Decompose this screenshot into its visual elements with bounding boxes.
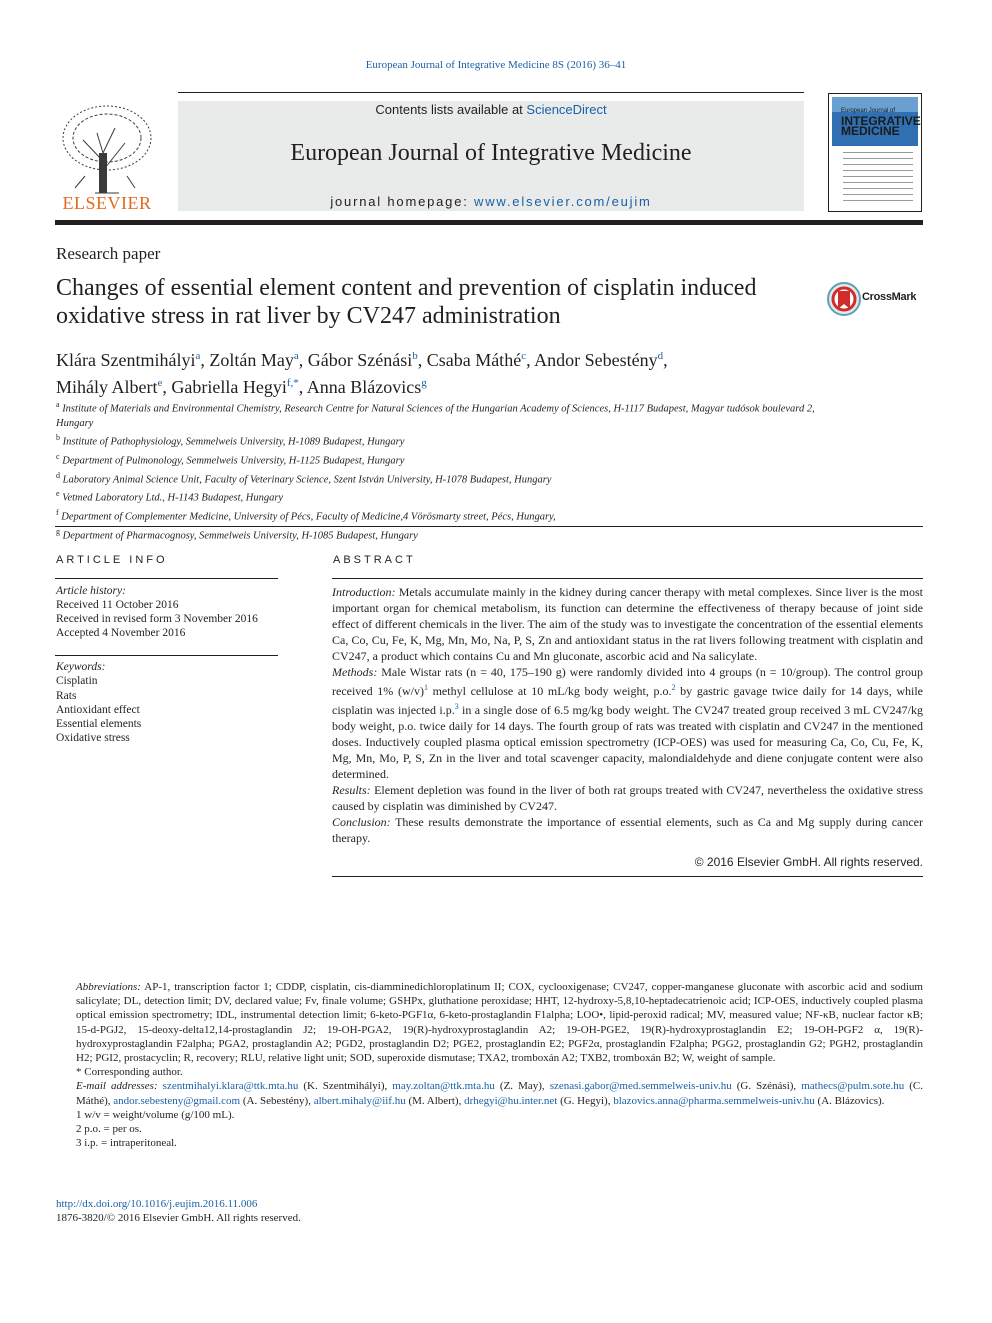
affiliation: $^f$ Department of Complementer Medicine, University of Pécs, Faculty of Medicine,4 Vörösmarty street, Pécs, Hungary, (56, 508, 556, 523)
abstract-copyright: © 2016 Elsevier GmbH. All rights reserved. (694, 855, 923, 869)
author[interactable]: Zoltán May$^a$ (209, 350, 299, 370)
cover-subtitle: European Journal of (841, 108, 896, 114)
abstract-results: Results: Element depletion was found in the liver of both rat groups treated with CV247, nevertheless the oxidative stress caused by cisplatin was diminished by CV247. (332, 783, 923, 813)
journal-homepage-link[interactable]: www.elsevier.com/eujim (474, 194, 652, 209)
author[interactable]: Csaba Máthé$^c$ (426, 350, 527, 370)
footnote-ref[interactable]: 2 (671, 683, 676, 692)
article-history (56, 584, 258, 640)
email-link[interactable]: albert.mihaly@iif.hu (313, 1094, 406, 1107)
cover-text-lines (843, 152, 913, 206)
keywords-label: Keywords: (56, 661, 106, 673)
affiliations (56, 398, 816, 544)
keyword: Oxidative stress (56, 732, 130, 745)
contents-lists-line: Contents lists available at ScienceDirect (375, 102, 607, 117)
history-label: Article history: (56, 585, 126, 597)
cover-title: INTEGRATIVE MEDICINE (841, 114, 921, 138)
received-date: Received 11 October 2016 (56, 599, 179, 611)
keyword: Cisplatin (56, 675, 98, 688)
journal-homepage-line: journal homepage: www.elsevier.com/eujim (330, 194, 652, 209)
journal-citation[interactable]: European Journal of Integrative Medicine 8S (2016) 36–41 (365, 59, 627, 71)
abstract-rule (332, 578, 923, 579)
journal-title: European Journal of Integrative Medicine (290, 140, 692, 166)
crossmark-label[interactable]: CrossMark (862, 291, 917, 303)
keyword: Antioxidant effect (56, 703, 140, 716)
revised-date: Received in revised form 3 November 2016 (56, 613, 258, 625)
affiliation: $^a$ Institute of Materials and Environmental Chemistry, Research Centre for Natural Sciences of the Hungarian Academy of Sciences, H-1117 Budapest, Magyar tudósok boulevard 2, Hungary (56, 400, 815, 429)
affiliation: $^b$ Institute of Pathophysiology, Semmelweis University, H-1089 Budapest, Hungary (56, 433, 405, 448)
affiliation: $^d$ Laboratory Animal Science Unit, Faculty of Veterinary Science, Szent István University, H-1078 Budapest, Hungary (56, 470, 552, 486)
section-rule (55, 526, 923, 527)
article-info-heading: ARTICLE INFO (56, 554, 168, 566)
email-link[interactable]: mathecs@pulm.sote.hu (801, 1080, 905, 1093)
abstract-body (332, 584, 923, 846)
author[interactable]: Mihály Albert$^e$ (56, 377, 163, 397)
email-link[interactable]: szenasi.gabor@med.semmelweis-univ.hu (549, 1080, 732, 1093)
header-top-rule (178, 92, 804, 93)
abstract-heading: ABSTRACT (333, 554, 416, 566)
affiliation: $^g$ Department of Pharmacognosy, Semmelweis University, H-1085 Budapest, Hungary (56, 527, 418, 542)
doi-link[interactable]: http://dx.doi.org/10.1016/j.eujim.2016.11.006 (56, 1198, 258, 1210)
author-list: Klára Szentmihályi$^a$, Zoltán May$^a$, Gábor Szénási$^b$, Csaba Máthé$^c$, Andor Sebestény$^d$, Mihály Albert$^e$, Gabriella Hegyi$^{f,*}$, Anna Blázovics$^g$ (56, 350, 668, 397)
footnotes (56, 980, 923, 1150)
keywords (56, 660, 141, 746)
email-link[interactable]: andor.sebesteny@gmail.com (113, 1094, 241, 1107)
issn-copyright: 1876-3820/© 2016 Elsevier GmbH. All rights reserved. (56, 1212, 301, 1224)
keywords-rule (55, 655, 278, 656)
author[interactable]: Gábor Szénási$^b$ (307, 350, 418, 370)
affiliation: $^c$ Department of Pulmonology, Semmelweis University, H-1125 Budapest, Hungary (56, 451, 405, 467)
abstract-conclusion: Conclusion: These results demonstrate the importance of essential elements, such as Ca and Mg supply during cancer therapy. (332, 815, 923, 845)
abstract-methods: Methods: Male Wistar rats (n = 40, 175–190 g) were randomly divided into 4 groups (n = 10/group). The control group received 1% $(w/v)^1$ methyl cellulose at 10 mL/kg body weight, p.o.$^2$ by gastric gavage twice daily for 14 days, while cisplatin was injected i.p.$^3$ in a single dose of 6.5 mg/kg body weight. The CV247 treated group received 3 mL CV247/kg body weight, p.o. twice daily for 14 days. The fourth group of rats was treated with cisplatin and CV247 in the mentioned doses. Inductively coupled plasma optical emission spectrometry (ICP-OES) was used for measuring Ca, Co, Cu, Fe, K, Mg, Mn, Mo, P, S, Zn in the liver and total scavenger capacity, malondialdehyde and diene conjugate content were also determined. (332, 665, 924, 781)
keyword: Rats (56, 689, 77, 702)
abstract-end-rule (332, 876, 923, 877)
abstract-introduction: Introduction: Metals accumulate mainly in the kidney during cancer therapy with metal complexes. Since liver is the most important organ for chemical metabolism, its function can determine the effectiveness of therapy because of joint side effect of different chemicals in the liver. The aim of the study was to investigate the concentration of the essential elements Ca, Co, Cu, Fe, K, Mg, Mn, Mo, Na, P, S, Zn and antioxidant status in the rat livers following treatment with cisplatin and CV247, a product which contains Cu and Mn gluconate, ascorbic acid and Na salicylate. (332, 585, 923, 663)
affiliation: $^e$ Vetmed Laboratory Ltd., H-1143 Budapest, Hungary (56, 489, 284, 504)
article-type: Research paper (56, 244, 161, 263)
header-heavy-rule (55, 220, 923, 225)
abbreviations: Abbreviations: AP-1, transcription factor 1; CDDP, cisplatin, cis-diamminedichloroplatinum II; COX, cyclooxigenase; CV247, copper-manganese gluconate with ascorbic acid and sodium salicylate; DL, detection limit; DV, declared value; Fv, finale volume; GSHPx, gluthatione peroxidase; HHT, 12-hydroxy-5,8,10-heptadecatrienoic acid; ICP-OES, inductively coupled plasma optical emission spectrometry; IDL, instrumental detection limit; 6-keto-PGF1α, 6-keto-prostaglandin F1alpha; LOO•, lipid-peroxid radical; MV, measured value; NF-κB, nuclear factor κB; 15-d-PGJ2, 15-deoxy-delta12,14-prostaglandin J2; 19-OH-PGA2, 19(R)-hydroxyprostaglandin A2; 19-OH-PGE2, 19(R)-hydroxyprostaglandin E2; 19-OH-PGF2 α, 19(R)-hydroxyprostaglandin F2alpha; PGA2, prostaglandin A2; PGD2, prostaglandin D2; PGE2, prostaglandin E2; PGF2α, prostaglandin F2alpha; PGG2, prostaglandin G2; PGH2, prostaglandin H2; PGI2, prostacyclin; R, recovery; RLU, relative light unit; SOD, superoxide dismutase; TXA2, tromboxán A2; TXB2, tromboxán B2; W, weight of sample. (76, 981, 923, 1065)
email-link[interactable]: drhegyi@hu.inter.net (464, 1094, 558, 1107)
corresponding-author: * Corresponding author. (76, 1066, 183, 1079)
author[interactable]: Anna Blázovics$^g$ (306, 377, 427, 397)
footnote-ref[interactable]: 3 (454, 702, 459, 711)
footnote-2: 2 p.o. = per os. (76, 1123, 142, 1136)
footnote-1: 1 w/v = weight/volume (g/100 mL). (76, 1108, 235, 1121)
email-link[interactable]: blazovics.anna@pharma.semmelweis-univ.hu (613, 1094, 815, 1107)
email-addresses: E-mail addresses: szentmihalyi.klara@ttk.mta.hu (K. Szentmihályi), may.zoltan@ttk.mta.hu (Z. May), szenasi.gabor@med.semmelweis-univ.hu (G. Szénási), mathecs@pulm.sote.hu (C. Máthé), andor.sebesteny@gmail.com (A. Sebestény), albert.mihaly@iif.hu (M. Albert), drhegyi@hu.inter.net (G. Hegyi), blazovics.anna@pharma.semmelweis-univ.hu (A. Blázovics). (76, 1080, 924, 1107)
journal-cover-thumbnail[interactable] (828, 93, 922, 212)
accepted-date: Accepted 4 November 2016 (56, 627, 186, 639)
elsevier-wordmark: ELSEVIER (62, 193, 152, 213)
author[interactable]: Klára Szentmihályi$^a$ (56, 350, 201, 370)
article-info-rule (55, 578, 278, 579)
email-link[interactable]: szentmihalyi.klara@ttk.mta.hu (162, 1080, 299, 1093)
footnote-3: 3 i.p. = intraperitoneal. (76, 1137, 177, 1150)
article-title: Changes of essential element content and prevention of cisplatin induced oxidative stress in rat liver by CV247 administration (56, 275, 757, 329)
author[interactable]: Gabriella Hegyi$^{f,*}$ (171, 377, 299, 397)
footnote-ref[interactable]: 1 (423, 683, 428, 692)
email-link[interactable]: may.zoltan@ttk.mta.hu (392, 1080, 495, 1093)
author[interactable]: Andor Sebestény$^d$ (534, 350, 664, 370)
keyword: Essential elements (56, 718, 142, 731)
sciencedirect-link[interactable]: ScienceDirect (526, 102, 607, 117)
